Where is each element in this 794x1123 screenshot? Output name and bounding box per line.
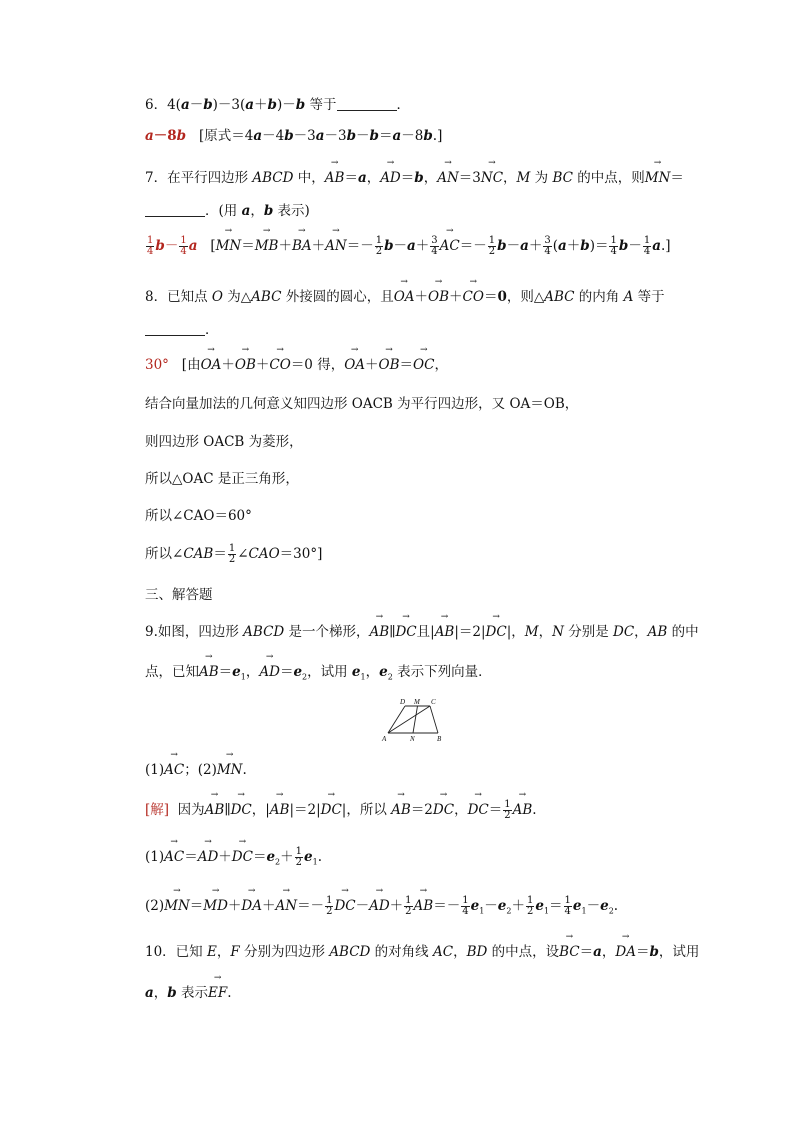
question-9: 9.如图，四边形 ABCD 是一个梯形，→ AB∥→ DC且|→ AB|＝2|→ DC|，M，N 分别是 DC，AB 的中 — [145, 622, 699, 642]
question-9-parts: (1)→ AC；(2)→ MN. — [145, 760, 247, 780]
answer-6: a－8b [原式＝4a－4b－3a－3b－b＝a－8b.] — [145, 128, 443, 144]
answer-blank — [145, 322, 205, 336]
answer-8-l3: 则四边形 OACB 为菱形， — [145, 434, 303, 450]
side-ad — [388, 706, 405, 733]
question-9-line2: 点，已知→ $AB=e_1$，→ $AD=e_2$，试用 $e_1$，$e_2$ 表示下列向量． — [145, 662, 492, 688]
answer-8-l4: 所以△OAC 是正三角形， — [145, 471, 299, 487]
solution-9-s1: [解] 因为→ AB∥→ DC，|→ AB|＝2|→ DC|，所以 → AB＝2→ DC，→ DC＝ $\frac{1}{2}$ → AB. — [145, 800, 537, 821]
label-d: D — [400, 698, 406, 706]
answer-blank — [145, 203, 205, 217]
question-6: 6．4(a－b)－3(a＋b)－b 等于 ． — [145, 97, 411, 113]
solution-9-s3: (2)→ MN＝→ MD＋→ DA＋→ AN＝－ $\frac{1}{2}$ → DC－→ AD＋ $\frac{1}{2}$ → AB＝－ $\frac{1}{4}$ $e_1-e_2+$ $\frac{1}{2}$ $e_1=$ $\frac{1}{4}$ $e_1-e_2$. — [145, 896, 618, 922]
answer-7: $\frac{1}{4}$ b－ $\frac{1}{4}$ a [→ MN＝→ MB＋→ BA＋→ AN＝－ $\frac{1}{2}$ b－a＋ $\frac{3}{4}$ → AC＝－ $\frac{1}{2}$ b－a＋ $\frac{3}{4}$ (a＋b)＝ $\frac{1}{4}$ b－ $\frac{1}{4}$ a.] — [145, 236, 671, 257]
answer-8-l6: 所以∠CAB＝ $\frac{1}{2}$ ∠CAO＝30°] — [145, 543, 323, 565]
question-8: 8．已知点 O 为△ABC 外接圆的圆心，且→ OA＋→ OB＋→ CO＝0，则△ABC 的内角 A 等于 — [145, 287, 665, 307]
question-8-line2: ． — [145, 320, 219, 340]
trapezoid-figure — [380, 697, 450, 743]
segment-mn — [413, 706, 418, 733]
answer-8-l2: 结合向量加法的几何意义知四边形 OACB 为平行四边形，又 OA＝OB， — [145, 396, 579, 412]
label-b: B — [437, 735, 442, 743]
question-10: 10．已知 E，F 分别为四边形 ABCD 的对角线 AC，BD 的中点，设→ BC＝a，→ DA＝b，试用 — [145, 942, 699, 962]
side-cb — [430, 706, 438, 733]
diagonal-ac — [388, 706, 430, 733]
label-n: N — [410, 735, 415, 743]
answer-blank — [337, 97, 397, 111]
answer-8-l5: 所以∠CAO＝60° — [145, 508, 252, 524]
question-10-line2: a，b 表示→ EF. — [145, 983, 232, 1003]
question-7-line2: ．(用 a，b 表示) — [145, 201, 310, 221]
solution-label: [解] — [145, 802, 170, 818]
question-7: 7．在平行四边形 ABCD 中，→ AB＝a，→ AD＝b，→ AN＝3→ NC，M 为 BC 的中点，则→ MN＝ — [145, 168, 684, 188]
label-a: A — [382, 735, 387, 743]
label-c: C — [431, 698, 436, 706]
answer-8: 30° [由→ OA＋→ OB＋→ CO＝0 得，→ OA＋→ OB＝→ OC， — [145, 355, 448, 375]
section-title: 三、解答题 — [145, 587, 213, 603]
label-m: M — [414, 698, 420, 706]
solution-9-s2: $(1)\to AC=\to AD+\to DC=e_2+$ $\frac{1}{2}$ $e_1$. — [145, 847, 322, 873]
